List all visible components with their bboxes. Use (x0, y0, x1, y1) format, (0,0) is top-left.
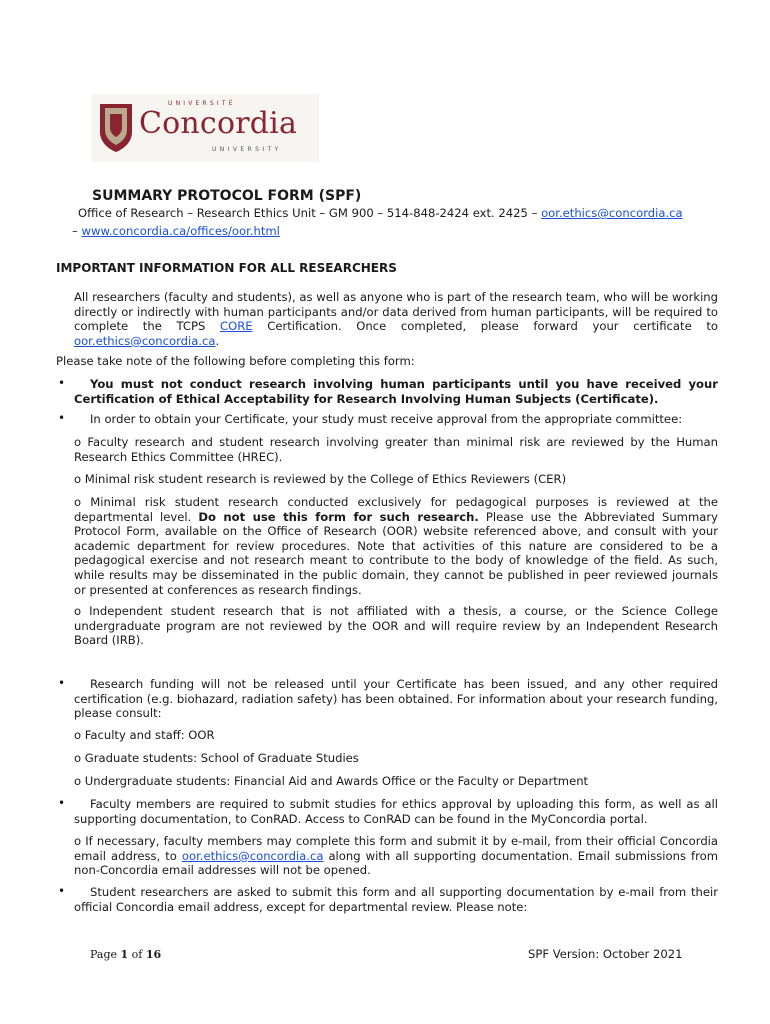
sub-h-text-2: along with all supporting documentation. Email submissions from non-Concordia email addresses will not be opened. (74, 848, 718, 878)
sub-marker: o (74, 774, 82, 788)
sub-b-text: Minimal risk student research is reviewed by the College of Ethics Reviewers (CER) (84, 472, 567, 486)
bullet-dot: • (58, 884, 66, 898)
core-link[interactable]: CORE (219, 319, 253, 334)
sub-marker: o (74, 751, 82, 765)
sub-marker: o (74, 472, 82, 486)
page-current: 1 (120, 948, 129, 961)
sub-g-text: Undergraduate students: Financial Aid and Awards Office or the Faculty or Department (84, 774, 589, 788)
shield-icon (97, 102, 135, 154)
sub-c-bold: Do not use this form for such research. (198, 509, 479, 524)
page-total: 16 (145, 948, 162, 961)
sub-item-email-submission (74, 834, 718, 878)
intro-end: . (215, 333, 220, 348)
logo-bottom-text: UNIVERSITY (212, 146, 282, 153)
intro-text-2: Certification. Once completed, please forward your certificate to (252, 319, 718, 334)
bullet-2-text: In order to obtain your Certificate, your study must receive approval from the appropriate committee: (90, 412, 683, 426)
sub-item-faculty (74, 728, 215, 743)
sub-item-undergraduate (74, 774, 588, 789)
sub-h-text-1: If necessary, faculty members may complete this form and submit it by e-mail, from their official Concordia email address, to (74, 834, 718, 863)
sub-e-text: Faculty and staff: OOR (84, 728, 215, 742)
contact-line (78, 206, 738, 221)
note-line: Please take note of the following before completing this form: (56, 354, 415, 368)
sub-item-pedagogical (74, 495, 718, 597)
bullet-3-text (74, 677, 718, 721)
bullet-5-text (74, 885, 718, 914)
bullet-dot: • (58, 376, 66, 390)
sub-item-graduate (74, 751, 359, 766)
website-line (72, 224, 280, 239)
intro-paragraph (74, 290, 718, 348)
bullet-4-content: Faculty members are required to submit studies for ethics approval by uploading this form, as well as all supporting documentation, to ConRAD. Access to ConRAD can be found in the MyConcordia portal. (74, 797, 718, 826)
bullet-4-text (74, 797, 718, 826)
sub-item-cer (74, 472, 718, 487)
bullet-1-text (74, 377, 718, 406)
version-label: SPF Version: October 2021 (528, 947, 683, 961)
contact-text: Office of Research – Research Ethics Unit – GM 900 – 514-848-2424 ext. 2425 – (78, 206, 542, 220)
sub-marker: o (74, 604, 82, 618)
bullet-3-content: Research funding will not be released until your Certificate has been issued, and any other required certification (e.g. biohazard, radiation safety) has been obtained. For information about your research funding, please consult: (74, 677, 718, 721)
sub-item-independent (74, 604, 718, 648)
sub-marker: o (74, 834, 82, 848)
sub-d-text: Independent student research that is not affiliated with a thesis, a course, or the Science College undergraduate program are not reviewed by the OOR and will require review by an Independent Research Board (IRB). (74, 604, 719, 648)
sub-f-text: Graduate students: School of Graduate Studies (84, 751, 359, 765)
sub-h-email-link[interactable]: oor.ethics@concordia.ca (181, 848, 324, 863)
sub-marker: o (74, 435, 82, 449)
sub-c-text-1: Minimal risk student research conducted exclusively for pedagogical purposes is reviewed at the departmental level. (74, 495, 719, 524)
of-word: of (128, 948, 146, 961)
page-title: SUMMARY PROTOCOL FORM (SPF) (92, 188, 362, 204)
intro-text-1: All researchers (faculty and students), as well as anyone who is part of the research team, who will be working directly or indirectly with human participants and/or data derived from human participants, will be required to complete the TCPS (74, 290, 718, 334)
website-dash: – (72, 224, 82, 238)
bullet-5-content: Student researchers are asked to submit this form and all supporting documentation by e-mail from their official Concordia email address, except for departmental review. Please note: (74, 885, 718, 914)
concordia-logo (91, 94, 319, 162)
sub-a-text: Faculty research and student research involving greater than minimal risk are reviewed by the Human Research Ethics Committee (HREC). (74, 435, 718, 464)
sub-marker: o (74, 495, 82, 509)
contact-email-link[interactable]: oor.ethics@concordia.ca (541, 206, 683, 220)
sub-item-hrec (74, 435, 718, 464)
important-heading: IMPORTANT INFORMATION FOR ALL RESEARCHERS (56, 261, 397, 275)
intro-email-link[interactable]: oor.ethics@concordia.ca (74, 333, 216, 348)
bullet-dot: • (58, 411, 66, 425)
sub-c-text-2: Please use the Abbreviated Summary Protocol Form, available on the Office of Research (OOR) website referenced above, and consult with your academic department for review procedures. Note that activities of this nature are considered to be a pedagogical exercise and not research meant to contribute to the body of knowledge of the field. As such, while results may be disseminated in the public domain, they cannot be published in peer reviewed journals or presented at conferences as research findings. (74, 509, 718, 597)
bullet-dot: • (58, 676, 66, 690)
bullet-dot: • (58, 796, 66, 810)
page-word: Page (90, 948, 121, 961)
website-link[interactable]: www.concordia.ca/offices/oor.html (81, 224, 280, 238)
page-number (90, 948, 161, 961)
bullet-1-content: You must not conduct research involving human participants until you have received your Certification of Ethical Acceptability for Research Involving Human Subjects (Certificate). (74, 377, 718, 406)
logo-name: Concordia (139, 106, 298, 141)
logo-top-text: UNIVERSITÉ (168, 100, 236, 107)
sub-marker: o (74, 728, 82, 742)
